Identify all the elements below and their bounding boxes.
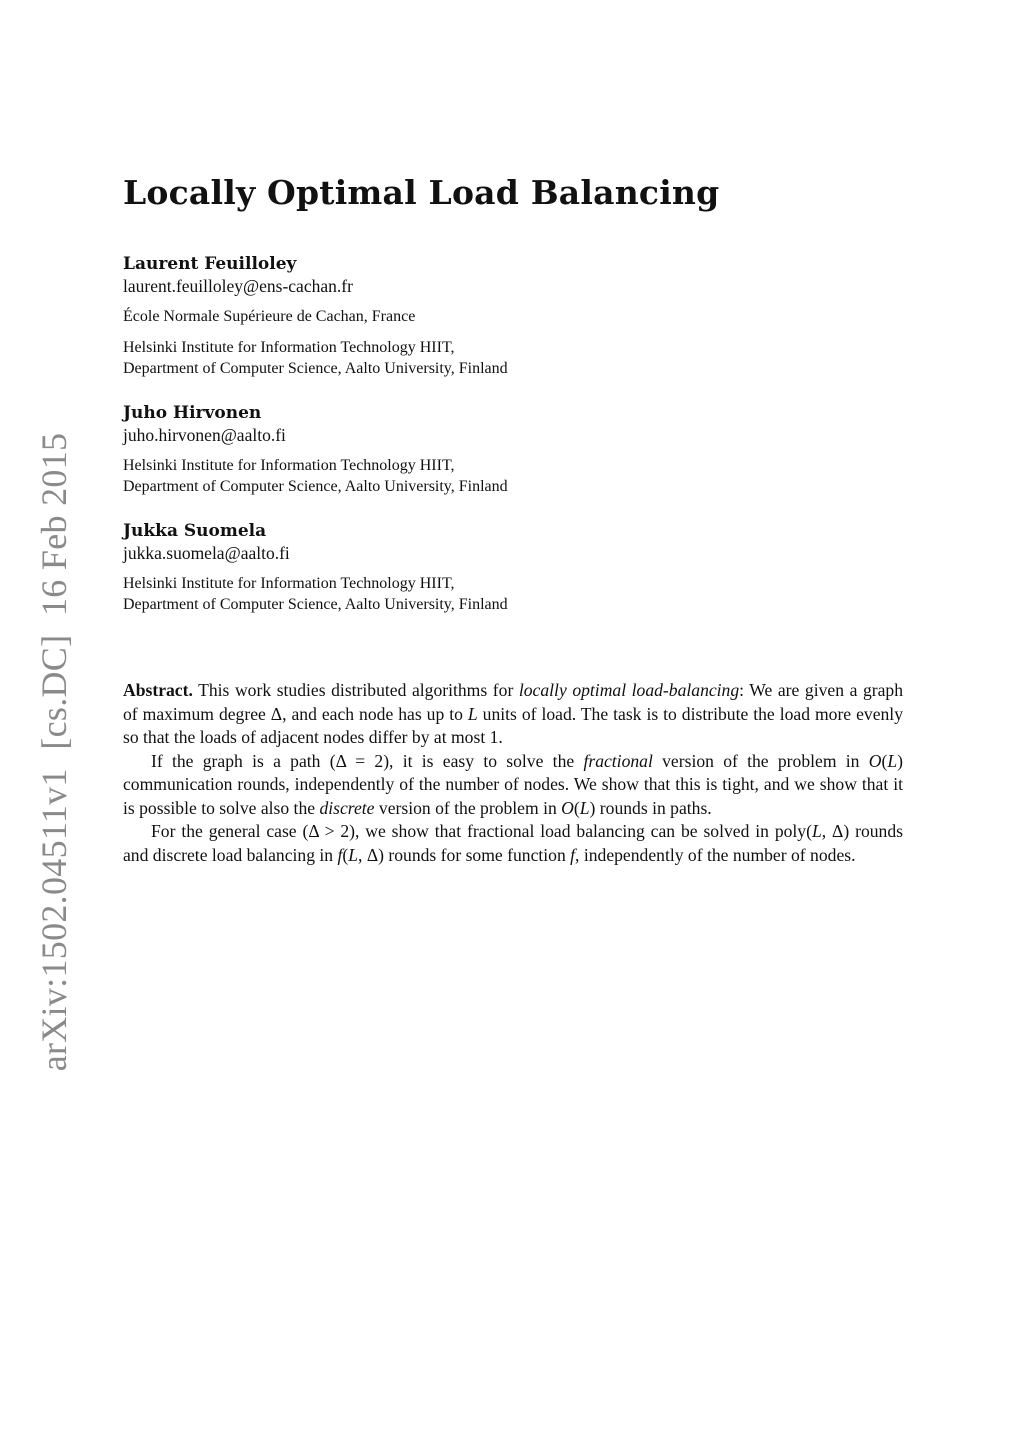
affiliation-line: Department of Computer Science, Aalto University, Finland (123, 596, 508, 613)
abstract-text: , Δ) rounds for some function (358, 844, 571, 865)
affiliation-line: Helsinki Institute for Information Technology HIIT, (123, 575, 455, 592)
paper-title: Locally Optimal Load Balancing (123, 173, 720, 212)
math-variable: O (561, 797, 574, 818)
author-email[interactable]: laurent.feuilloley@ens-cachan.fr (123, 276, 353, 296)
affiliation-line: Helsinki Institute for Information Technology HIIT, (123, 339, 455, 356)
math-variable: L (579, 797, 590, 818)
author-block-hirvonen (123, 402, 508, 497)
abstract-text: This work studies distributed algorithms for (192, 680, 519, 700)
author-block-suomela (123, 520, 508, 615)
abstract-emphasis: fractional (583, 750, 653, 771)
abstract-text: : We are given a graph of maximum degree Δ, and each node has up to (123, 680, 904, 724)
abstract-emphasis: locally optimal load-balancing (518, 680, 740, 700)
affiliation-line: Department of Computer Science, Aalto University, Finland (123, 360, 508, 377)
math-variable: L (887, 750, 898, 771)
abstract-text: If the graph is a path (Δ = 2), it is easy to solve the (151, 750, 584, 771)
abstract-text: For the general case (Δ > 2), we show that fractional load balancing can be solved in poly( (151, 821, 812, 841)
math-variable: L (811, 821, 822, 841)
abstract-text: version of the problem in (652, 750, 869, 771)
math-variable: L (348, 844, 359, 865)
author-email[interactable]: jukka.suomela@aalto.fi (123, 543, 290, 563)
math-variable: f (570, 844, 576, 865)
abstract-text: , independently of the number of nodes. (575, 844, 856, 865)
abstract-text: version of the problem in (374, 797, 562, 818)
abstract-paragraph-1 (123, 679, 903, 750)
abstract-heading: Abstract. (123, 680, 193, 700)
abstract-paragraph-3: For the general case (Δ > 2), we show that fractional load balancing can be solved in poly(L, Δ) rounds and discrete load balancing in f(L, Δ) rounds for some function f, independently of the number of nodes. (123, 821, 903, 865)
abstract-text: units of load. The task is to distribute the load more evenly so that the loads of adjacent nodes differ by at most 1. (123, 703, 903, 747)
abstract-text: , Δ) rounds and discrete load balancing in (123, 821, 903, 865)
abstract-paragraph-2: If the graph is a path (Δ = 2), it is easy to solve the fractional version of the problem in O(L) communication rounds, independently of the number of nodes. We show that this is tight, and we show that it is possible to solve also the discrete version of the problem in O(L) rounds in paths. (123, 750, 903, 818)
author-name: Juho Hirvonen (123, 403, 262, 423)
author-email[interactable]: juho.hirvonen@aalto.fi (123, 425, 286, 445)
author-name: Laurent Feuilloley (123, 254, 297, 274)
math-variable: f (337, 844, 343, 865)
math-variable: L (467, 703, 478, 724)
affiliation-line: École Normale Supérieure de Cachan, France (123, 308, 416, 325)
abstract-emphasis: discrete (319, 797, 375, 818)
abstract-text: rounds in paths. (595, 797, 712, 818)
math-variable: O (868, 750, 882, 771)
abstract (123, 679, 903, 867)
arxiv-stamp: arXiv:1502.04511v1 [cs.DC] 16 Feb 2015 (34, 432, 74, 1072)
author-block-feuilloley (123, 253, 508, 379)
affiliation-line: Department of Computer Science, Aalto University, Finland (123, 478, 508, 495)
abstract-text: communication rounds, independently of the number of nodes. We show that this is tight, and we show that it is possible to solve also the (123, 774, 903, 818)
author-name: Jukka Suomela (123, 521, 267, 541)
affiliation-line: Helsinki Institute for Information Technology HIIT, (123, 457, 455, 474)
